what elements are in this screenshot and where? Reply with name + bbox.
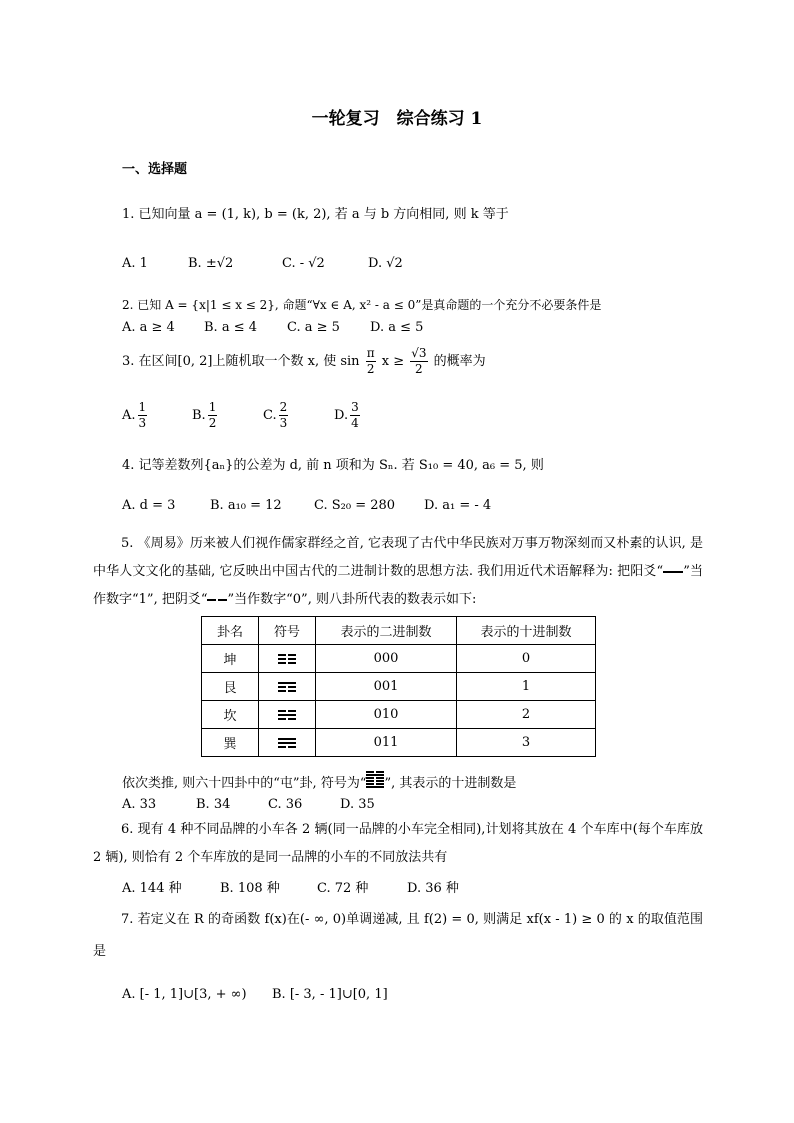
q3-option-d [334,400,362,431]
table-cell: 2 [457,701,596,729]
q4-option-d: D. a₁ = - 4 [424,498,492,513]
q4-stem: 4. 记等差数列{aₙ}的公差为 d, 前 n 项和为 Sₙ. 若 S₁₀ = 40, a₆ = 5, 则 [122,458,544,473]
q2-option-b: B. a ≤ 4 [204,320,257,335]
table-cell: 3 [457,729,596,757]
table-cell: 001 [316,673,457,701]
table-row [202,645,596,673]
table-cell [259,701,316,729]
yin-line-icon [207,599,227,601]
table-cell: 巽 [202,729,259,757]
q3-option-a-label: A. [122,408,136,423]
q5-follow-up [122,770,516,791]
q1-option-a: A. 1 [122,256,148,271]
trigram-xun-icon [278,736,296,750]
q3-option-b-label: B. [192,408,206,423]
q5-option-b: B. 34 [196,797,231,812]
yang-line-icon [663,571,683,573]
q5-paragraph [93,530,703,614]
q5-after-pre: 依次类推, 则六十四卦中的“屯”卦, 符号为“ [122,776,367,791]
q7-stem-text: 7. 若定义在 R 的奇函数 f(x)在(- ∞, 0)单调递减, 且 f(2) = 0, 则满足 xf(x - 1) ≥ 0 的 x 的取值范围是 [93,912,703,959]
q1-stem: 1. 已知向量 a = (1, k), b = (k, 2), 若 a 与 b 方向相同, 则 k 等于 [122,207,509,222]
q3-x-ge: x ≥ [381,354,405,369]
q3-stem [122,346,486,377]
q5-after-post: ”, 其表示的十进制数是 [384,776,517,791]
page-title: 一轮复习 综合练习 1 [311,109,483,129]
q1-option-c: C. - √2 [282,256,325,271]
table-header: 表示的二进制数 [316,617,457,645]
q5-text-3: ”当作数字“0”, 则八卦所代表的数表示如下: [227,592,477,607]
q6-option-c: C. 72 种 [317,881,369,896]
table-cell: 000 [316,645,457,673]
table-header: 卦名 [202,617,259,645]
q7-stem [93,904,703,968]
q3-stem-post: 的概率为 [433,354,486,369]
hexagram-zhun-icon [366,770,384,789]
q3-fraction-pi [366,346,376,377]
table-row [202,673,596,701]
table-cell: 坤 [202,645,259,673]
q1-option-b: B. ±√2 [188,256,234,271]
q3-c-num: 2 [279,400,288,414]
q6-stem-text: 6. 现有 4 种不同品牌的小车各 2 辆(同一品牌的小车完全相同),计划将其放在 4 个车库中(每个车库放 2 辆), 则恰有 2 个车库放的是同一品牌的小车的不同放法共有 [93,822,703,865]
table-cell: 0 [457,645,596,673]
q3-d-num: 3 [351,400,359,414]
table-header: 表示的十进制数 [457,617,596,645]
q3-option-c [263,400,290,431]
trigram-kun-icon [278,652,296,666]
q3-stem-pre: 3. 在区间[0, 2]上随机取一个数 x, 使 sin [122,354,360,369]
q2-stem: 2. 已知 A = {x|1 ≤ x ≤ 2}, 命题“∀x ∈ A, x² - a ≤ 0”是真命题的一个充分不必要条件是 [122,298,602,312]
q3-c-den: 3 [279,416,288,430]
q3-sqrt3: √3 [411,346,427,360]
trigram-gen-icon [278,680,296,694]
q3-a-num: 1 [138,400,147,414]
q5-text-2: ”当作数字“1”, 把阴爻“ [93,564,703,607]
table-cell: 011 [316,729,457,757]
q3-a-den: 3 [138,416,147,430]
q3-fraction-sqrt3 [410,346,427,377]
q3-two: 2 [366,362,375,376]
table-header-row [202,617,596,645]
q5-option-d: D. 35 [340,797,375,812]
q2-option-d: D. a ≤ 5 [370,320,424,335]
q6-option-d: D. 36 种 [407,881,459,896]
table-cell: 坎 [202,701,259,729]
table-header: 符号 [259,617,316,645]
table-row [202,701,596,729]
q2-option-a: A. a ≥ 4 [122,320,175,335]
trigram-table [201,616,596,757]
q7-option-b: B. [- 3, - 1]∪[0, 1] [272,987,388,1002]
q3-option-a [122,400,149,431]
q3-option-d-label: D. [334,408,349,423]
q3-d-den: 4 [351,416,359,430]
table-cell: 艮 [202,673,259,701]
table-cell [259,673,316,701]
q4-option-a: A. d = 3 [122,498,176,513]
q6-option-b: B. 108 种 [220,881,280,896]
q6-option-a: A. 144 种 [122,881,182,896]
q3-two-b: 2 [415,362,423,376]
q6-stem [93,816,703,872]
q4-option-b: B. a₁₀ = 12 [210,498,282,513]
table-cell [259,729,316,757]
q5-text-1: 5. 《周易》历来被人们视作儒家群经之首, 它表现了古代中华民族对万事万物深刻而又朴素的认识, 是中华人文文化的基础, 它反映出中国古代的二进制计数的思想方法. 我们用近代术语解释为: 把阳爻“ [93,536,703,579]
q1-option-d: D. √2 [368,256,403,271]
trigram-kan-icon [278,708,296,722]
table-cell: 1 [457,673,596,701]
q2-option-c: C. a ≥ 5 [287,320,340,335]
table-cell: 010 [316,701,457,729]
q3-option-c-label: C. [263,408,277,423]
table-row [202,729,596,757]
q5-option-c: C. 36 [268,797,303,812]
section-heading: 一、选择题 [122,162,188,177]
table-cell [259,645,316,673]
q3-option-b [192,400,219,431]
q3-b-den: 2 [208,416,217,430]
q5-option-a: A. 33 [122,797,157,812]
q3-pi: π [366,346,375,360]
q4-option-c: C. S₂₀ = 280 [314,498,396,513]
q7-option-a: A. [- 1, 1]∪[3, + ∞) [122,987,247,1002]
q3-b-num: 1 [208,400,217,414]
